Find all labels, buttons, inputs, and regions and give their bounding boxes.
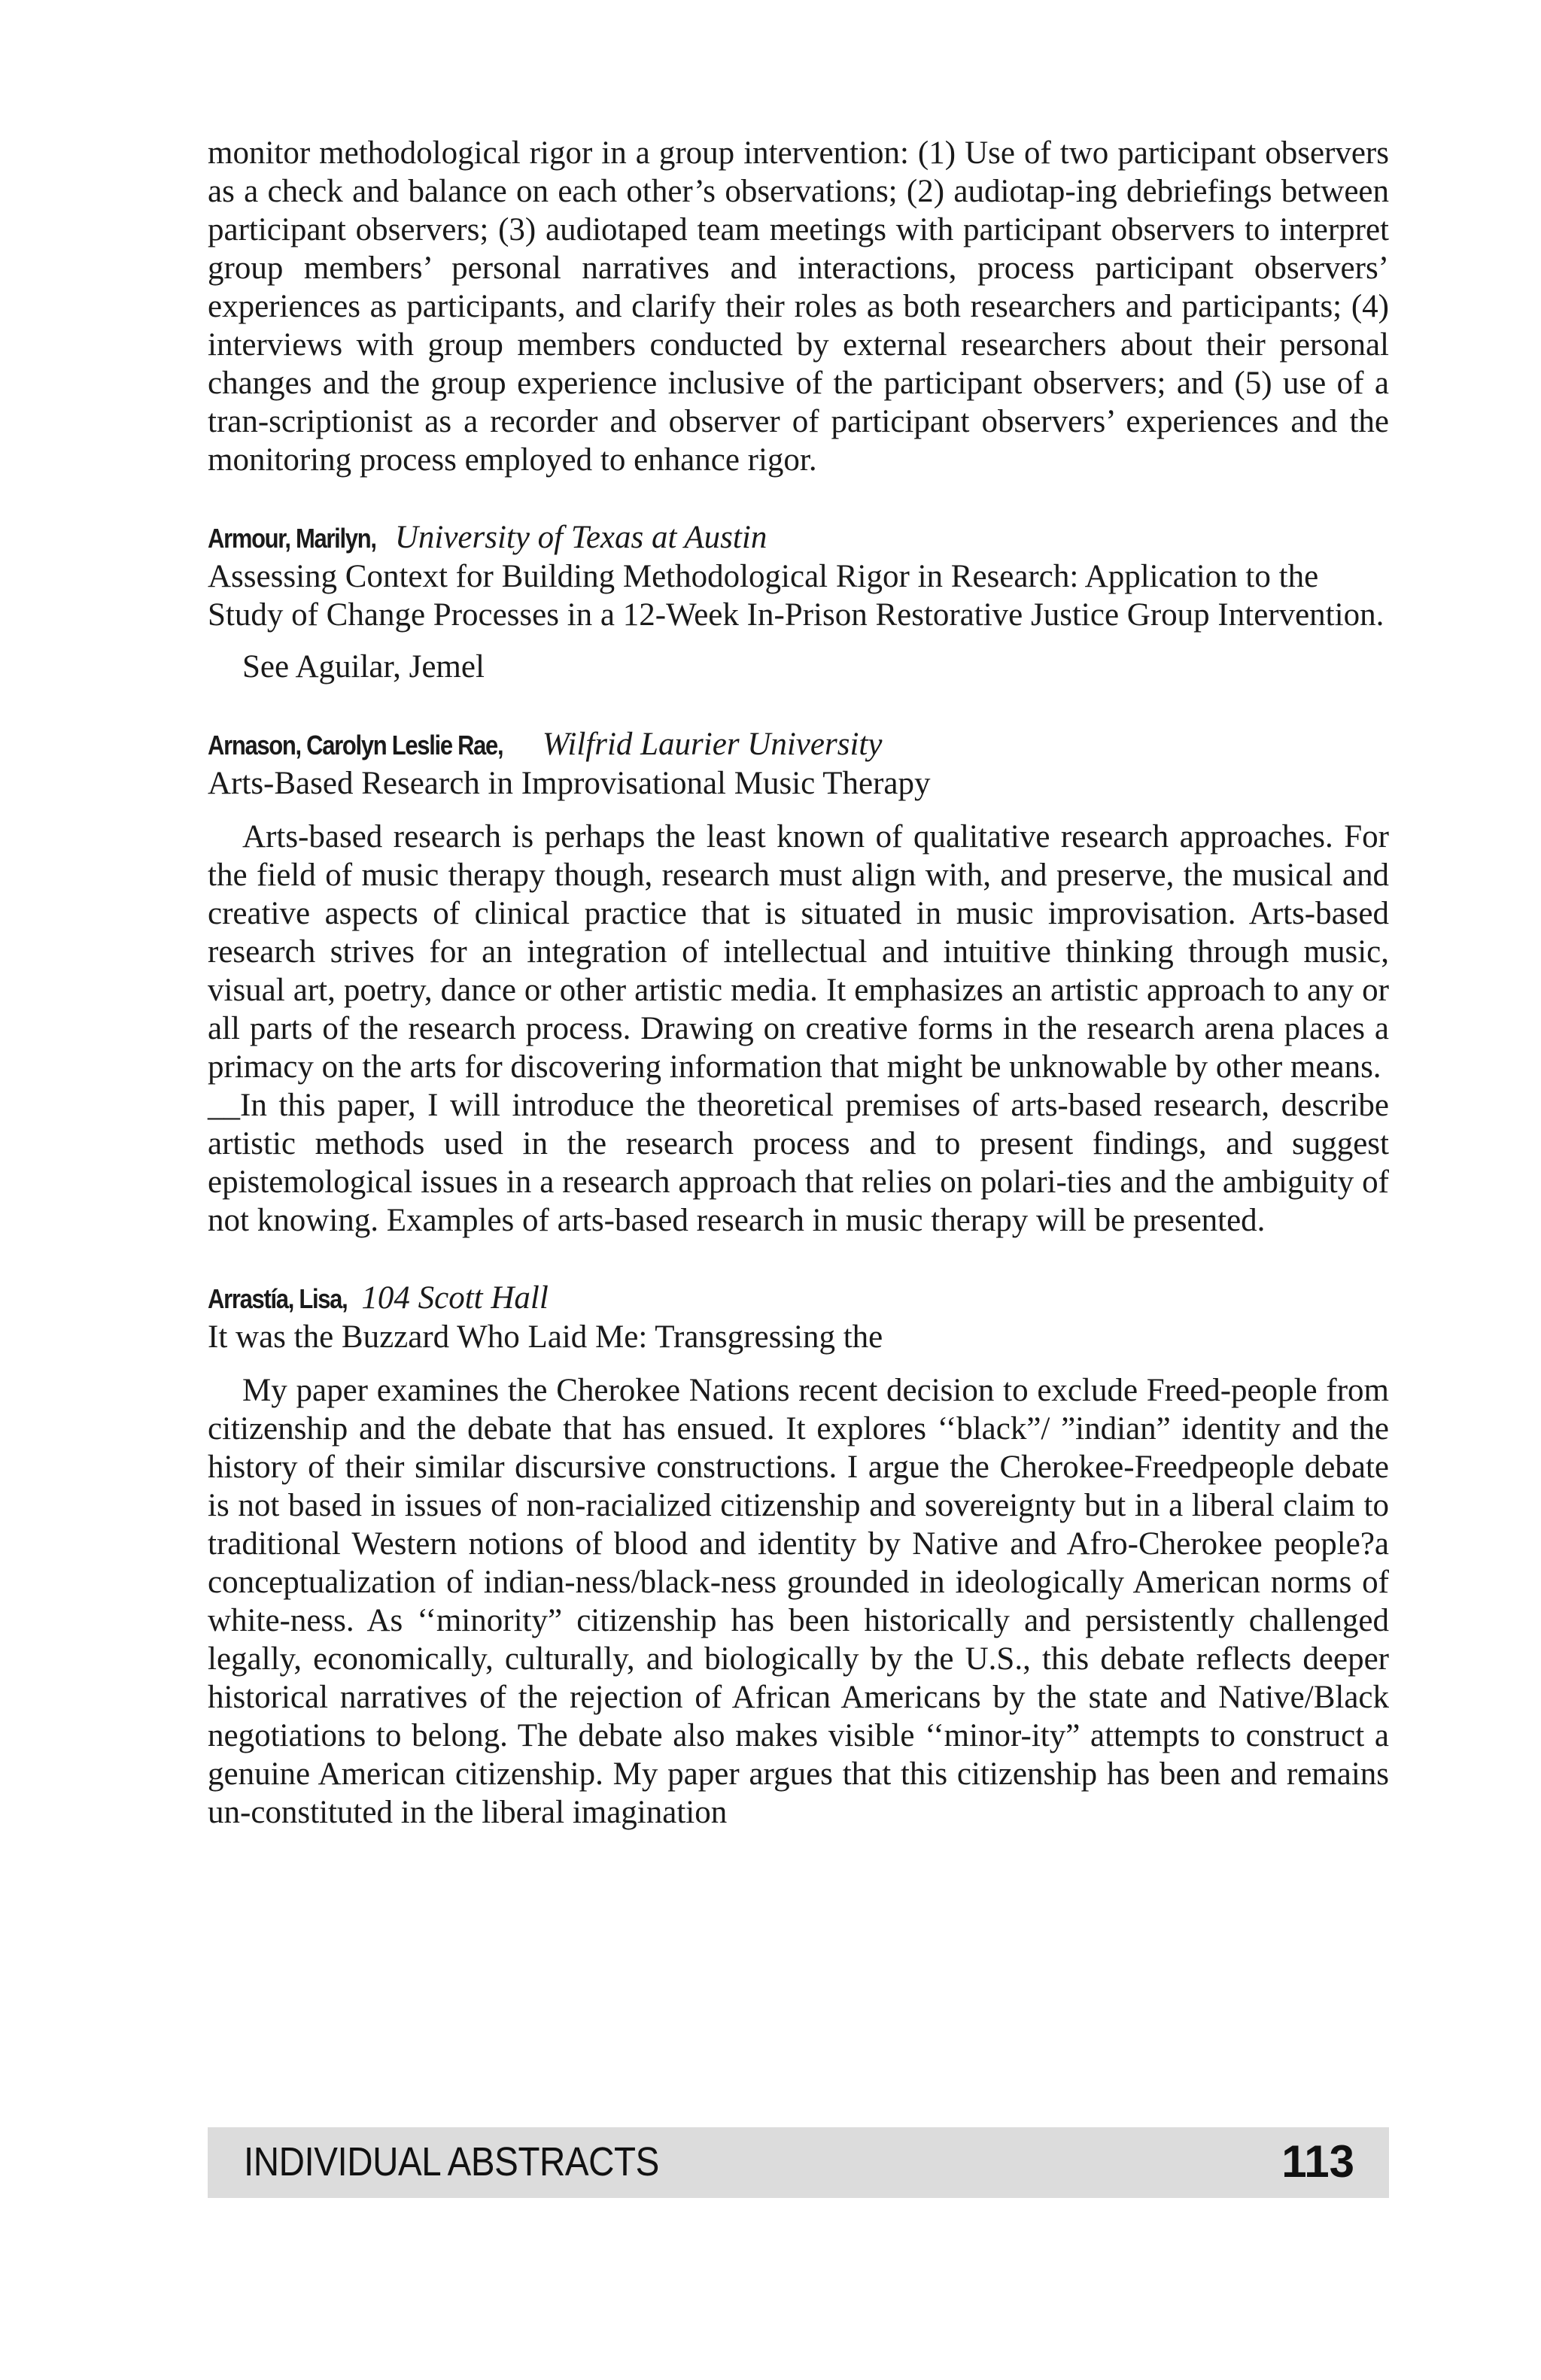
author-affiliation: Wilfrid Laurier University bbox=[542, 727, 883, 762]
abstract-paragraph: __In this paper, I will introduce the theoretical premises of arts-based research, describe artistic methods used in the research process and to present findings, and suggest epistemological issues in a research approach that relies on polari-ties and the ambiguity of not knowing. Examples of arts-based research in music therapy will be presented. bbox=[208, 1088, 1389, 1238]
section-label: INDIVIDUAL ABSTRACTS bbox=[244, 2139, 659, 2184]
abstract-entry-armour bbox=[208, 518, 1389, 686]
abstract-entry-arrastia bbox=[208, 1279, 1389, 1832]
entry-heading bbox=[208, 1279, 1389, 1318]
paper-title: Arts-Based Research in Improvisational Music Therapy bbox=[208, 766, 931, 801]
paper-title: Assessing Context for Building Methodological Rigor in Research: Application to the Study of Change Processes in a 12-Week In-Prison Restorative Justice Group Intervention. bbox=[208, 559, 1384, 633]
abstract-paragraph: My paper examines the Cherokee Nations recent decision to exclude Freed-people from citizenship and the debate that has ensued. It explores ‘‘black”/ ”indian” identity and the history of their similar discursive constructions. I argue the Cherokee-Freedpeople debate is not based in issues of non-racialized citizenship and sovereignty but in a liberal claim to traditional Western notions of blood and identity by Native and Afro-Cherokee people?a conceptualization of indian-ness/black-ness grounded in ideologically American norms of white-ness. As ‘‘minority” citizenship has been historically and persistently challenged legally, economically, culturally, and biologically by the U.S., this debate reflects deeper historical narratives of the rejection of African Americans by the state and Native/Black negotiations to belong. The debate also makes visible ‘‘minor-ity” attempts to construct a genuine American citizenship. My paper argues that this citizenship has been and remains un-constituted in the liberal imagination bbox=[208, 1373, 1389, 1830]
page-number: 113 bbox=[1281, 2136, 1354, 2187]
author-name: Armour, Marilyn, bbox=[208, 523, 376, 554]
abstract-entry-arnason bbox=[208, 725, 1389, 1240]
author-name: Arnason, Carolyn Leslie Rae, bbox=[208, 730, 503, 760]
author-affiliation: 104 Scott Hall bbox=[361, 1280, 549, 1316]
abstract-paragraph: Arts-based research is perhaps the least known of qualitative research approaches. For the field of music therapy though, research must align with, and preserve, the musical and creative aspects of clinical practice that is situated in music improvisation. Arts-based research strives for an integration of intellectual and intuitive thinking through music, visual art, poetry, dance or other artistic media. It emphasizes an artistic approach to any or all parts of the research process. Drawing on creative forms in the research arena places a primacy on the arts for discovering information that might be unknowable by other means. bbox=[208, 819, 1389, 1085]
entry-heading bbox=[208, 725, 1389, 764]
author-affiliation: University of Texas at Austin bbox=[394, 520, 767, 555]
continued-abstract-paragraph: monitor methodological rigor in a group intervention: (1) Use of two participant observers as a check and balance on each other’s observations; (2) audiotap-ing debriefings between participant observers; (3) audiotaped team meetings with participant observers to interpret group members’ personal narratives and interactions, process participant observers’ experiences as participants, and clarify their roles as both researchers and participants; (4) interviews with group members conducted by external researchers about their personal changes and the group experience inclusive of the participant observers; and (5) use of a tran-scriptionist as a recorder and observer of participant observers’ experiences and the monitoring process employed to enhance rigor. bbox=[208, 135, 1389, 478]
entry-heading bbox=[208, 518, 1389, 557]
page-footer bbox=[208, 2127, 1389, 2198]
paper-title: It was the Buzzard Who Laid Me: Transgressing the bbox=[208, 1319, 883, 1355]
author-name: Arrastía, Lisa, bbox=[208, 1283, 348, 1314]
see-also-reference: See Aguilar, Jemel bbox=[242, 649, 485, 685]
page-body bbox=[208, 134, 1389, 1832]
